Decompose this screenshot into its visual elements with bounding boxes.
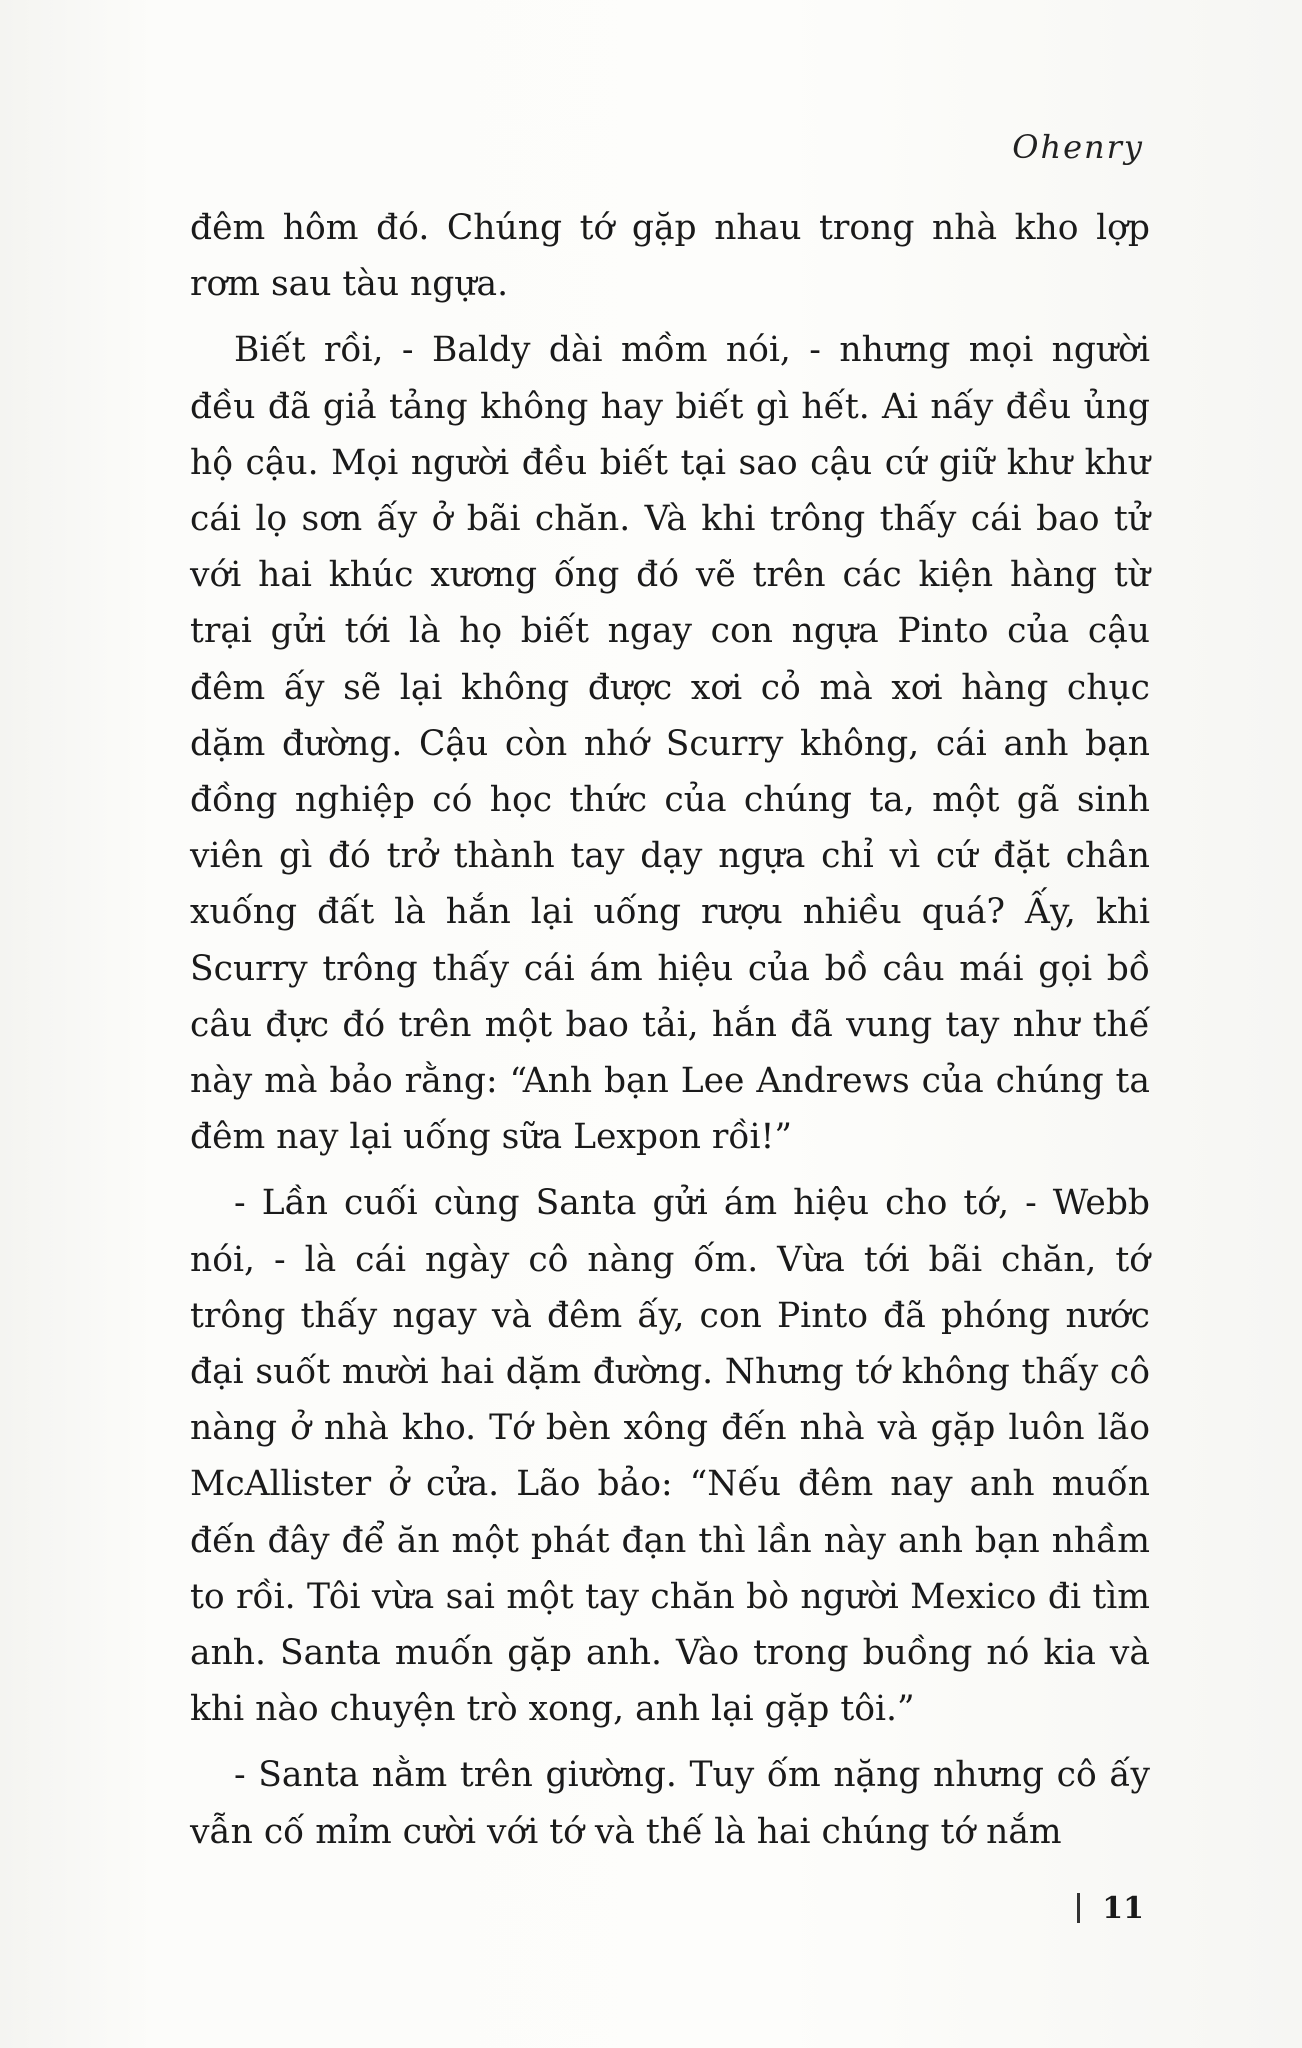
body-text	[190, 200, 1150, 1870]
running-header: Ohenry	[1012, 128, 1144, 166]
page-footer	[1077, 1890, 1144, 1926]
footer-divider	[1077, 1893, 1080, 1923]
page-number: 11	[1102, 1890, 1144, 1926]
paragraph-4: - Santa nằm trên giường. Tuy ốm nặng nhưng cô ấy vẫn cố mỉm cười với tớ và thế là hai chúng tớ nắm	[190, 1755, 1150, 1852]
paragraph-2: Biết rồi, - Baldy dài mồm nói, - nhưng mọi người đều đã giả tảng không hay biết gì hết. Ai nấy đều ủng hộ cậu. Mọi người đều biết tại sao cậu cứ giữ khư khư cái lọ sơn ấy ở bãi chăn. Và khi trông thấy cái bao tử với hai khúc xương ống đó vẽ trên các kiện hàng từ trại gửi tới là họ biết ngay con ngựa Pinto của cậu đêm ấy sẽ lại không được xơi cỏ mà xơi hàng chục dặm đường. Cậu còn nhớ Scurry không, cái anh bạn đồng nghiệp có học thức của chúng ta, một gã sinh viên gì đó trở thành tay dạy ngựa chỉ vì cứ đặt chân xuống đất là hắn lại uống rượu nhiều quá? Ấy, khi Scurry trông thấy cái ám hiệu của bồ câu mái gọi bồ câu đực đó trên một bao tải, hắn đã vung tay như thế này mà bảo rằng: “Anh bạn Lee Andrews của chúng ta đêm nay lại uống sữa Lexpon rồi!”	[190, 330, 1150, 1158]
paragraph-3: - Lần cuối cùng Santa gửi ám hiệu cho tớ, - Webb nói, - là cái ngày cô nàng ốm. Vừa tới bãi chăn, tớ trông thấy ngay và đêm ấy, con Pinto đã phóng nước đại suốt mười hai dặm đường. Nhưng tớ không thấy cô nàng ở nhà kho. Tớ bèn xông đến nhà và gặp luôn lão McAllister ở cửa. Lão bảo: “Nếu đêm nay anh muốn đến đây để ăn một phát đạn thì lần này anh bạn nhầm to rồi. Tôi vừa sai một tay chăn bò người Mexico đi tìm anh. Santa muốn gặp anh. Vào trong buồng nó kia và khi nào chuyện trò xong, anh lại gặp tôi.”	[190, 1183, 1150, 1730]
paragraph-1: đêm hôm đó. Chúng tớ gặp nhau trong nhà kho lợp rơm sau tàu ngựa.	[190, 208, 1150, 305]
